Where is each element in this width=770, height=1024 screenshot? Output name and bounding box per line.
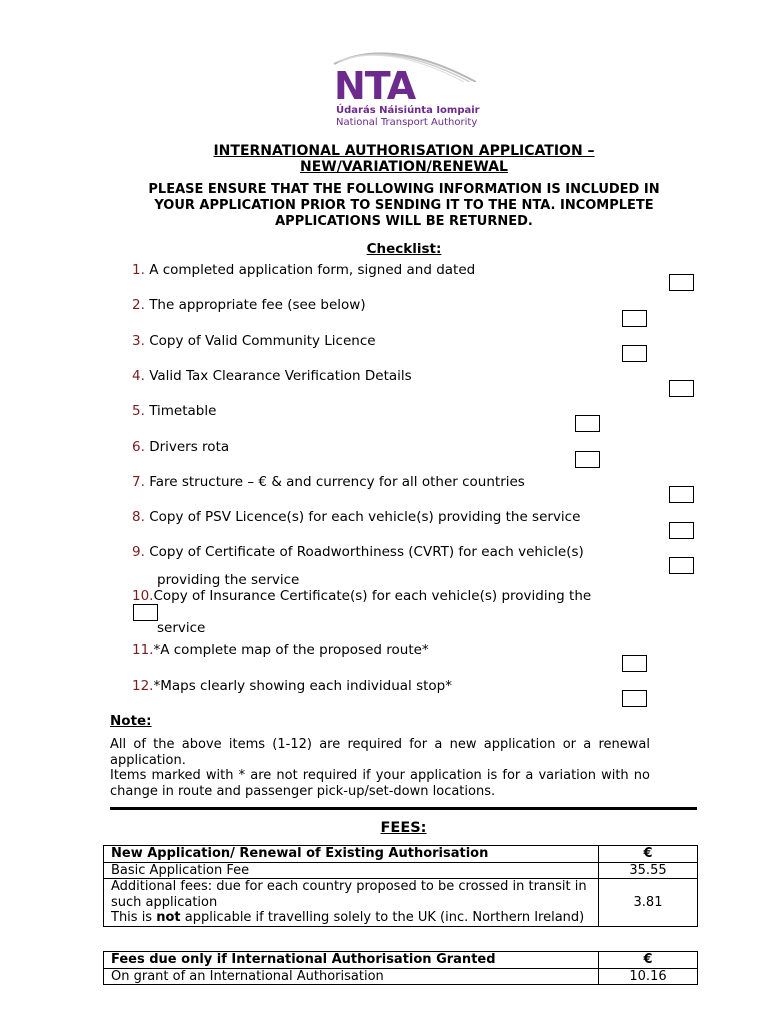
table-header-cell: New Application/ Renewal of Existing Authorisation	[104, 846, 599, 863]
note-paragraph-2: Items marked with * are not required if your application is for a variation with no change in route and passenger pick-up/set-down locations.	[110, 768, 650, 799]
item-number: 5.	[132, 403, 145, 419]
fees-heading: FEES:	[380, 820, 427, 836]
item-text: Timetable	[149, 403, 217, 419]
logo-wordmark: NTA	[334, 64, 416, 108]
note-heading: Note:	[110, 713, 152, 729]
fee-label-cell: On grant of an International Authorisation	[104, 968, 599, 985]
item-text: Valid Tax Clearance Verification Details	[149, 368, 412, 384]
fees-table-granted	[103, 951, 698, 985]
checkbox-item-3[interactable]	[622, 345, 647, 362]
item-number: 7.	[132, 474, 145, 490]
checkbox-item-1[interactable]	[669, 274, 694, 291]
warning-line2: YOUR APPLICATION PRIOR TO SENDING IT TO THE NTA. INCOMPLETE	[154, 198, 654, 213]
fee-label-note	[111, 910, 591, 926]
item-number: 2.	[132, 297, 145, 313]
table-row	[104, 968, 698, 985]
item-text: A completed application form, signed and dated	[149, 262, 476, 278]
section-divider	[110, 807, 697, 810]
item-number: 10.	[132, 588, 154, 604]
checklist-item-1	[132, 262, 475, 278]
item-text: Copy of Insurance Certificate(s) for each vehicle(s) providing the	[153, 588, 592, 604]
logo-english-name: National Transport Authority	[336, 117, 478, 128]
checkbox-item-2[interactable]	[622, 310, 647, 327]
table-header-cell: Fees due only if International Authorisation Granted	[104, 952, 599, 969]
checklist-item-6	[132, 439, 229, 455]
item-number: 1.	[132, 262, 145, 278]
table-row	[104, 846, 698, 863]
note-text: applicable if travelling solely to the UK (inc. Northern Ireland)	[180, 910, 585, 925]
nta-logo	[330, 42, 480, 132]
table-row	[104, 879, 698, 927]
table-row	[104, 862, 698, 879]
item-text: Drivers rota	[149, 439, 230, 455]
checkbox-item-10[interactable]	[133, 604, 158, 621]
checkbox-item-4[interactable]	[669, 380, 694, 397]
fee-amount-cell: 35.55	[599, 862, 698, 879]
checklist-item-10	[132, 588, 591, 604]
note-text: This is	[111, 910, 157, 925]
checkbox-item-9[interactable]	[669, 557, 694, 574]
item-number: 4.	[132, 368, 145, 384]
fee-amount-cell: 10.16	[599, 968, 698, 985]
checklist-item-12	[132, 678, 452, 694]
fee-label-cell: Basic Application Fee	[104, 862, 599, 879]
note-emphasis: not	[156, 910, 181, 925]
item-text: The appropriate fee (see below)	[149, 297, 366, 313]
currency-header-cell: €	[599, 846, 698, 863]
warning-line1: PLEASE ENSURE THAT THE FOLLOWING INFORMATION IS INCLUDED IN	[148, 182, 660, 197]
warning-line3: APPLICATIONS WILL BE RETURNED.	[275, 214, 533, 229]
checklist-item-10-continued: service	[157, 620, 206, 636]
item-text: Copy of Valid Community Licence	[149, 333, 376, 349]
checkbox-item-11[interactable]	[622, 655, 647, 672]
checkbox-item-5[interactable]	[575, 415, 600, 432]
logo-irish-name: Údarás Náisiúnta Iompair	[336, 105, 480, 116]
checklist-item-9-continued: providing the service	[157, 572, 300, 588]
fee-amount-cell: 3.81	[599, 879, 698, 927]
table-row	[104, 952, 698, 969]
checklist-item-5	[132, 403, 216, 419]
item-text: *Maps clearly showing each individual stop*	[153, 678, 453, 694]
checklist-item-4	[132, 368, 412, 384]
item-number: 6.	[132, 439, 145, 455]
checkbox-item-8[interactable]	[669, 522, 694, 539]
item-number: 11.	[132, 642, 154, 658]
item-number: 8.	[132, 509, 145, 525]
page-title-line2: NEW/VARIATION/RENEWAL	[300, 159, 508, 175]
checkbox-item-12[interactable]	[622, 690, 647, 707]
fee-label-cell	[104, 879, 599, 927]
item-text: Copy of Certificate of Roadworthiness (CVRT) for each vehicle(s)	[149, 544, 584, 560]
fee-label-line: Additional fees: due for each country proposed to be crossed in transit in such application	[111, 879, 587, 910]
checklist-item-3	[132, 333, 376, 349]
checklist-item-11	[132, 642, 429, 658]
item-text: *A complete map of the proposed route*	[153, 642, 429, 658]
checklist-item-7	[132, 474, 525, 490]
checklist-item-8	[132, 509, 580, 525]
checklist-item-9	[132, 544, 584, 560]
item-number: 3.	[132, 333, 145, 349]
page-title-line1: INTERNATIONAL AUTHORISATION APPLICATION –	[213, 143, 595, 159]
checklist-item-2	[132, 297, 366, 313]
checkbox-item-6[interactable]	[575, 451, 600, 468]
item-text: Fare structure – € & and currency for all other countries	[149, 474, 525, 490]
checklist-heading: Checklist:	[366, 241, 442, 257]
currency-header-cell: €	[599, 952, 698, 969]
item-number: 12.	[132, 678, 154, 694]
checkbox-item-7[interactable]	[669, 486, 694, 503]
item-number: 9.	[132, 544, 145, 560]
fees-table-new-application	[103, 845, 698, 927]
item-text: Copy of PSV Licence(s) for each vehicle(s) providing the service	[149, 509, 581, 525]
note-paragraph-1: All of the above items (1-12) are required for a new application or a renewal application.	[110, 737, 650, 768]
